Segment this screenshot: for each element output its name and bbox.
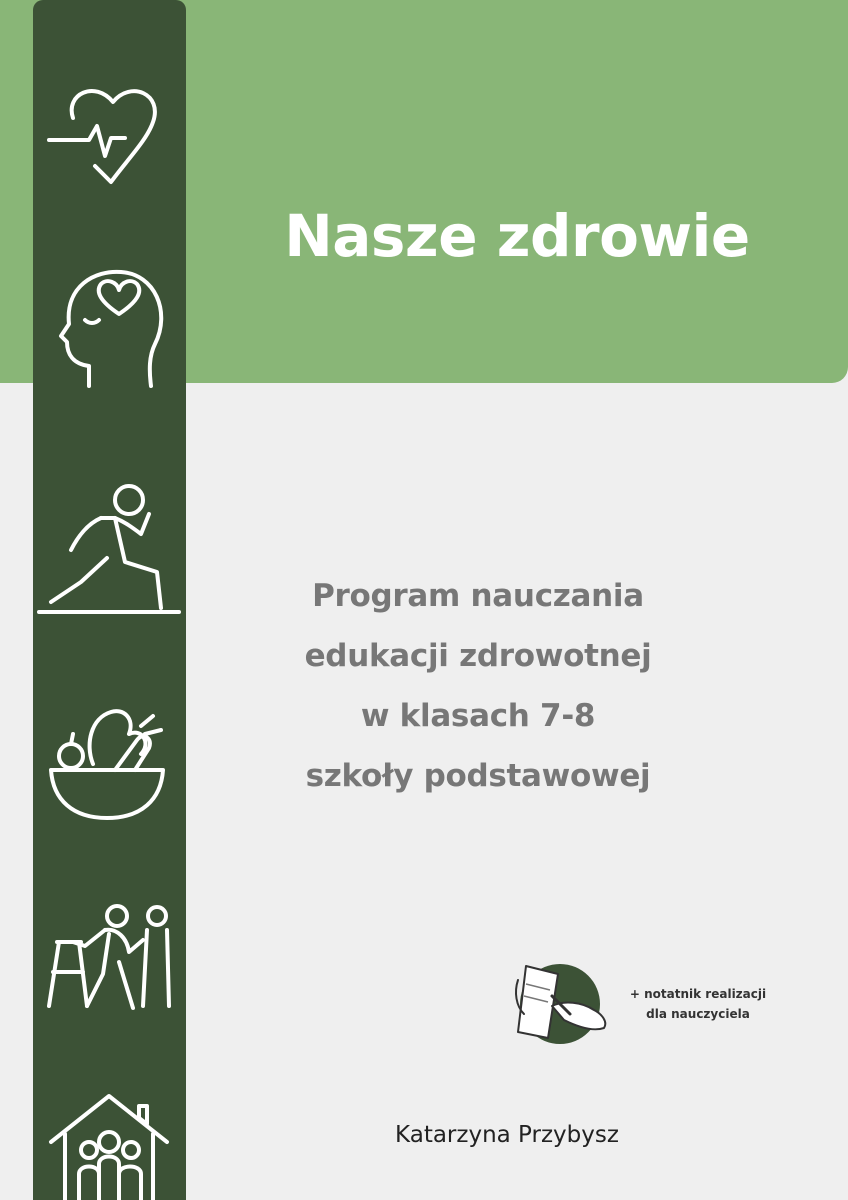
heartbeat-icon [45,80,175,190]
subtitle-line: w klasach 7-8 [360,698,596,734]
author-name: Katarzyna Przybysz [395,1122,619,1148]
mind-heart-icon [51,262,171,392]
subtitle-line: Program nauczania [312,578,644,614]
subtitle-line: szkoły podstawowej [305,758,651,794]
notebook-line: dla nauczyciela [646,1007,750,1021]
notebook-note [608,984,788,1024]
vegetable-bowl-icon [45,694,169,826]
subtitle-line: edukacji zdrowotnej [304,638,652,674]
notebook-line: + notatnik realizacji [629,987,767,1001]
family-house-icon [47,1090,173,1200]
notebook-writing-icon [512,962,612,1046]
stretching-person-icon [37,478,183,618]
walker-assistance-icon [43,902,177,1014]
cover-title: Nasze zdrowie [284,201,750,270]
program-subtitle [200,566,756,806]
icon-sidebar [33,0,186,1200]
